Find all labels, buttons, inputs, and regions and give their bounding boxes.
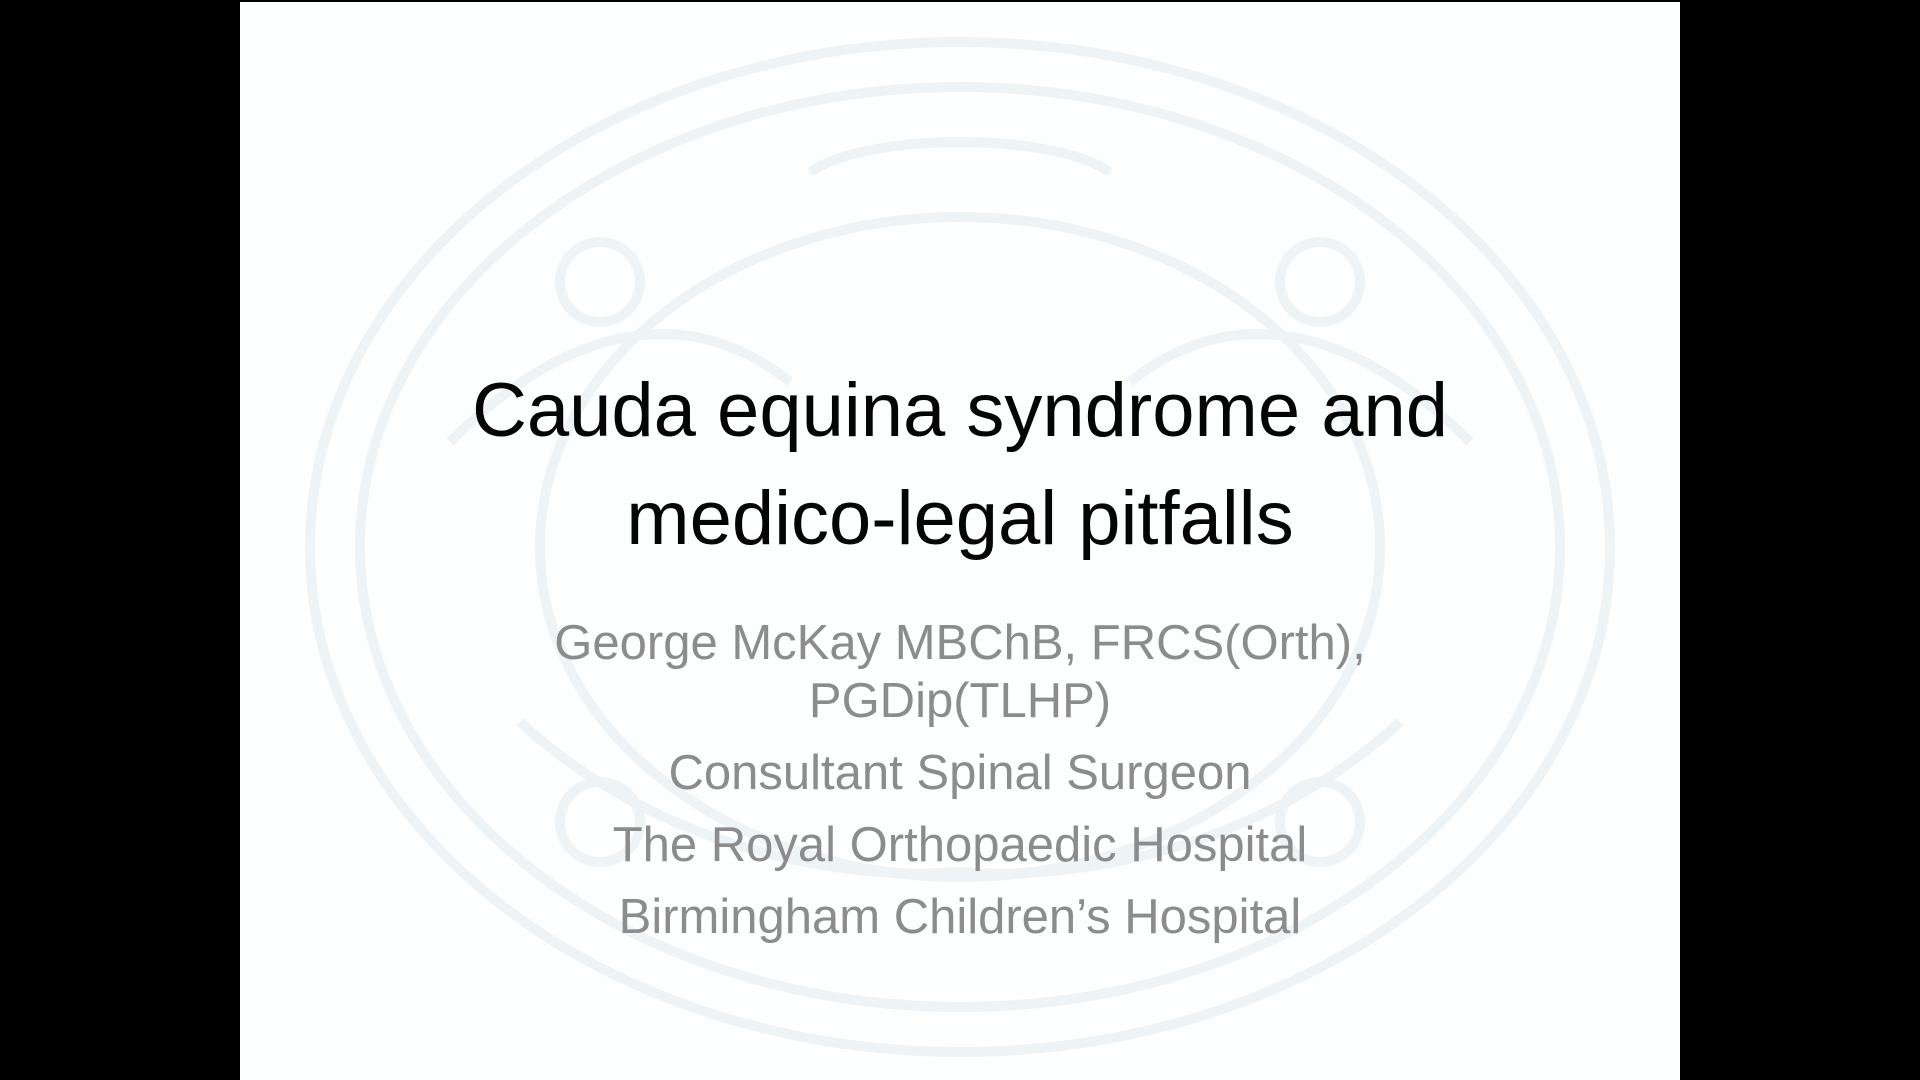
presenter-role: Consultant Spinal Surgeon bbox=[668, 746, 1252, 800]
slide-title bbox=[240, 357, 1680, 573]
presenter-name-line-2: PGDip(TLHP) bbox=[808, 674, 1112, 728]
title-slide bbox=[240, 2, 1680, 1080]
slide-subtitle bbox=[240, 614, 1680, 946]
presenter-hospital-1: The Royal Orthopaedic Hospital bbox=[612, 818, 1308, 872]
presenter-hospital-2: Birmingham Children’s Hospital bbox=[618, 890, 1302, 944]
slide-title-line-1: Cauda equina syndrome and bbox=[471, 368, 1448, 453]
presenter-name-line-1: George McKay MBChB, FRCS(Orth), bbox=[554, 616, 1366, 670]
slide-title-line-2: medico-legal pitfalls bbox=[626, 476, 1294, 561]
